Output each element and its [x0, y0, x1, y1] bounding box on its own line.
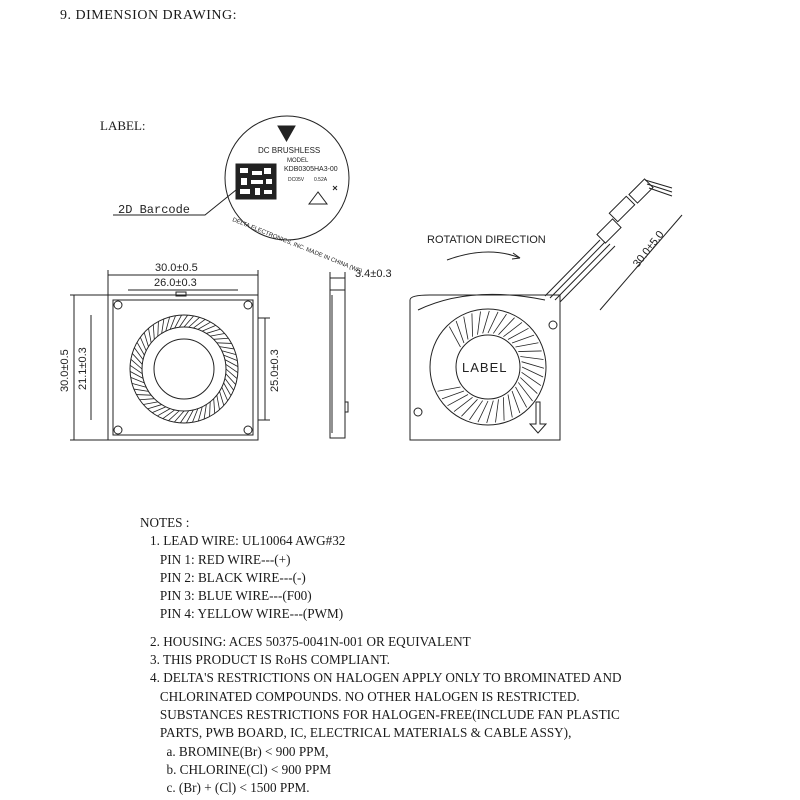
delta-logo-icon	[278, 126, 295, 141]
impeller-blade	[217, 395, 220, 409]
impeller-blade	[518, 351, 541, 352]
barcode-2d-icon	[236, 164, 276, 199]
impeller-blade	[163, 410, 175, 419]
impeller-blade	[217, 343, 232, 344]
impeller-blade	[189, 317, 200, 327]
label-text-line3: KDB0305HA3-00	[284, 166, 338, 173]
section-title: 9. DIMENSION DRAWING:	[60, 8, 237, 23]
note-line: b. CHLORINE(Cl) < 900 PPM	[150, 761, 332, 777]
impeller-blade	[206, 329, 220, 333]
rotation-arrow-icon	[447, 252, 520, 260]
impeller-blade	[226, 374, 236, 385]
dim-width-inner: 26.0±0.3	[154, 277, 197, 289]
impeller-blade	[499, 318, 515, 335]
impeller-blade	[148, 405, 162, 409]
impeller-blade	[132, 353, 142, 364]
notes-block	[140, 514, 622, 797]
impeller-blade	[226, 369, 237, 379]
dim-height-inner: 21.1±0.3	[77, 347, 89, 390]
impeller-blade	[222, 387, 228, 401]
label-rim-text: DELTA ELECTRONICS, INC. MADE IN CHINA (WF)	[231, 217, 363, 276]
cable-length-dim: 30.0±5.0	[630, 228, 667, 270]
impeller-blade	[512, 391, 520, 413]
impeller-blade	[225, 378, 234, 390]
note-line: CHLORINATED COMPOUNDS. NO OTHER HALOGEN IS RESTRICTED.	[150, 688, 580, 704]
impeller-blade	[518, 382, 532, 401]
impeller-blade	[503, 397, 504, 420]
impeller-blade	[214, 399, 215, 414]
impeller-blade	[456, 321, 464, 343]
impeller-blade	[454, 397, 473, 411]
impeller-blade	[198, 407, 202, 421]
label-text-line2: MODEL	[287, 158, 309, 164]
label-caption: LABEL:	[100, 118, 146, 133]
impeller-blade	[214, 338, 229, 339]
impeller-blade	[134, 348, 143, 360]
label-text-line4: DC05V	[288, 177, 305, 183]
impeller-blade	[193, 319, 205, 328]
front-view	[108, 292, 258, 440]
impeller-blade	[477, 312, 480, 335]
impeller-blade	[461, 399, 477, 416]
impeller-blade	[204, 405, 206, 420]
impeller-blade	[508, 395, 512, 418]
impeller-blade	[512, 335, 534, 343]
impeller-blade	[184, 316, 194, 327]
note-line: PIN 1: RED WIRE---(+)	[150, 551, 291, 567]
impeller-blade	[144, 333, 148, 347]
impeller-blade	[166, 317, 170, 331]
impeller-blade	[143, 402, 157, 405]
dim-height-right: 25.0±0.3	[269, 349, 281, 392]
notes-title: NOTES :	[140, 515, 190, 530]
side-view	[330, 290, 348, 438]
note-line: a. BROMINE(Br) < 900 PPM,	[150, 743, 329, 759]
recycle-triangle-icon	[309, 192, 327, 204]
impeller-blade	[438, 387, 461, 391]
impeller-blade	[495, 399, 498, 422]
impeller-blade	[222, 351, 236, 355]
impeller-blade	[162, 319, 164, 334]
impeller-blade	[210, 333, 224, 336]
label-text-line5: 0.52A	[314, 177, 328, 183]
note-line: 1. LEAD WIRE: UL10064 AWG#32	[150, 533, 346, 549]
impeller-blade	[153, 325, 154, 340]
barcode-callout: 2D Barcode	[118, 203, 191, 217]
impeller-blade	[220, 391, 224, 405]
impeller-blade	[210, 402, 211, 417]
note-line	[140, 624, 622, 633]
note-line: PARTS, PWB BOARD, IC, ELECTRICAL MATERIALS & CABLE ASSY),	[150, 725, 572, 741]
hub-label: LABEL	[462, 360, 508, 375]
impeller-blade	[174, 411, 184, 422]
impeller-blade	[520, 356, 543, 359]
impeller-blade	[202, 325, 216, 331]
impeller-blade	[148, 328, 151, 342]
note-line: PIN 2: BLACK WIRE---(-)	[150, 569, 306, 585]
dim-thickness: 3.4±0.3	[355, 268, 392, 280]
cert-mark-icon	[333, 186, 337, 190]
impeller-blade	[168, 411, 179, 421]
note-line: SUBSTANCES RESTRICTIONS FOR HALOGEN-FREE(INCLUDE FAN PLASTIC	[150, 706, 620, 722]
note-line: PIN 3: BLUE WIRE---(F00)	[150, 588, 312, 604]
impeller-blade	[522, 362, 544, 369]
impeller-blade	[132, 383, 146, 387]
dim-height-outer: 30.0±0.5	[59, 349, 71, 392]
note-line: 4. DELTA'S RESTRICTIONS ON HALOGEN APPLY ONLY TO BROMINATED AND	[150, 670, 622, 686]
label-text-line1: DC BRUSHLESS	[258, 146, 321, 155]
impeller-blade	[140, 337, 146, 351]
impeller-blade	[483, 311, 490, 333]
impeller-blade	[134, 389, 149, 391]
impeller-blade	[136, 395, 151, 396]
impeller-blade	[472, 313, 473, 336]
note-line: 3. THIS PRODUCT IS RoHS COMPLIANT.	[150, 652, 390, 668]
impeller-blade	[464, 317, 468, 340]
impeller-blade	[158, 321, 159, 336]
impeller-blade	[131, 359, 142, 369]
impeller-blade	[140, 399, 155, 400]
impeller-blade	[220, 347, 235, 349]
note-line: PIN 4: YELLOW WIRE---(PWM)	[150, 606, 344, 622]
impeller-blade	[442, 391, 464, 399]
impeller-blade	[478, 401, 488, 422]
impeller-blade	[487, 401, 494, 423]
rotation-direction-label: ROTATION DIRECTION	[427, 234, 546, 246]
note-line: c. (Br) + (Cl) < 1500 PPM.	[150, 780, 310, 796]
impeller-blade	[152, 407, 166, 413]
impeller-blade	[516, 343, 539, 347]
impeller-blade	[503, 322, 522, 336]
airflow-arrow-icon	[530, 402, 546, 433]
impeller-blade	[520, 378, 537, 394]
note-line: 2. HOUSING: ACES 50375-0041N-001 OR EQUIVALENT	[150, 633, 471, 649]
impeller-blade	[488, 312, 498, 333]
impeller-blade	[522, 367, 543, 377]
dim-width-outer: 30.0±0.5	[155, 262, 198, 274]
